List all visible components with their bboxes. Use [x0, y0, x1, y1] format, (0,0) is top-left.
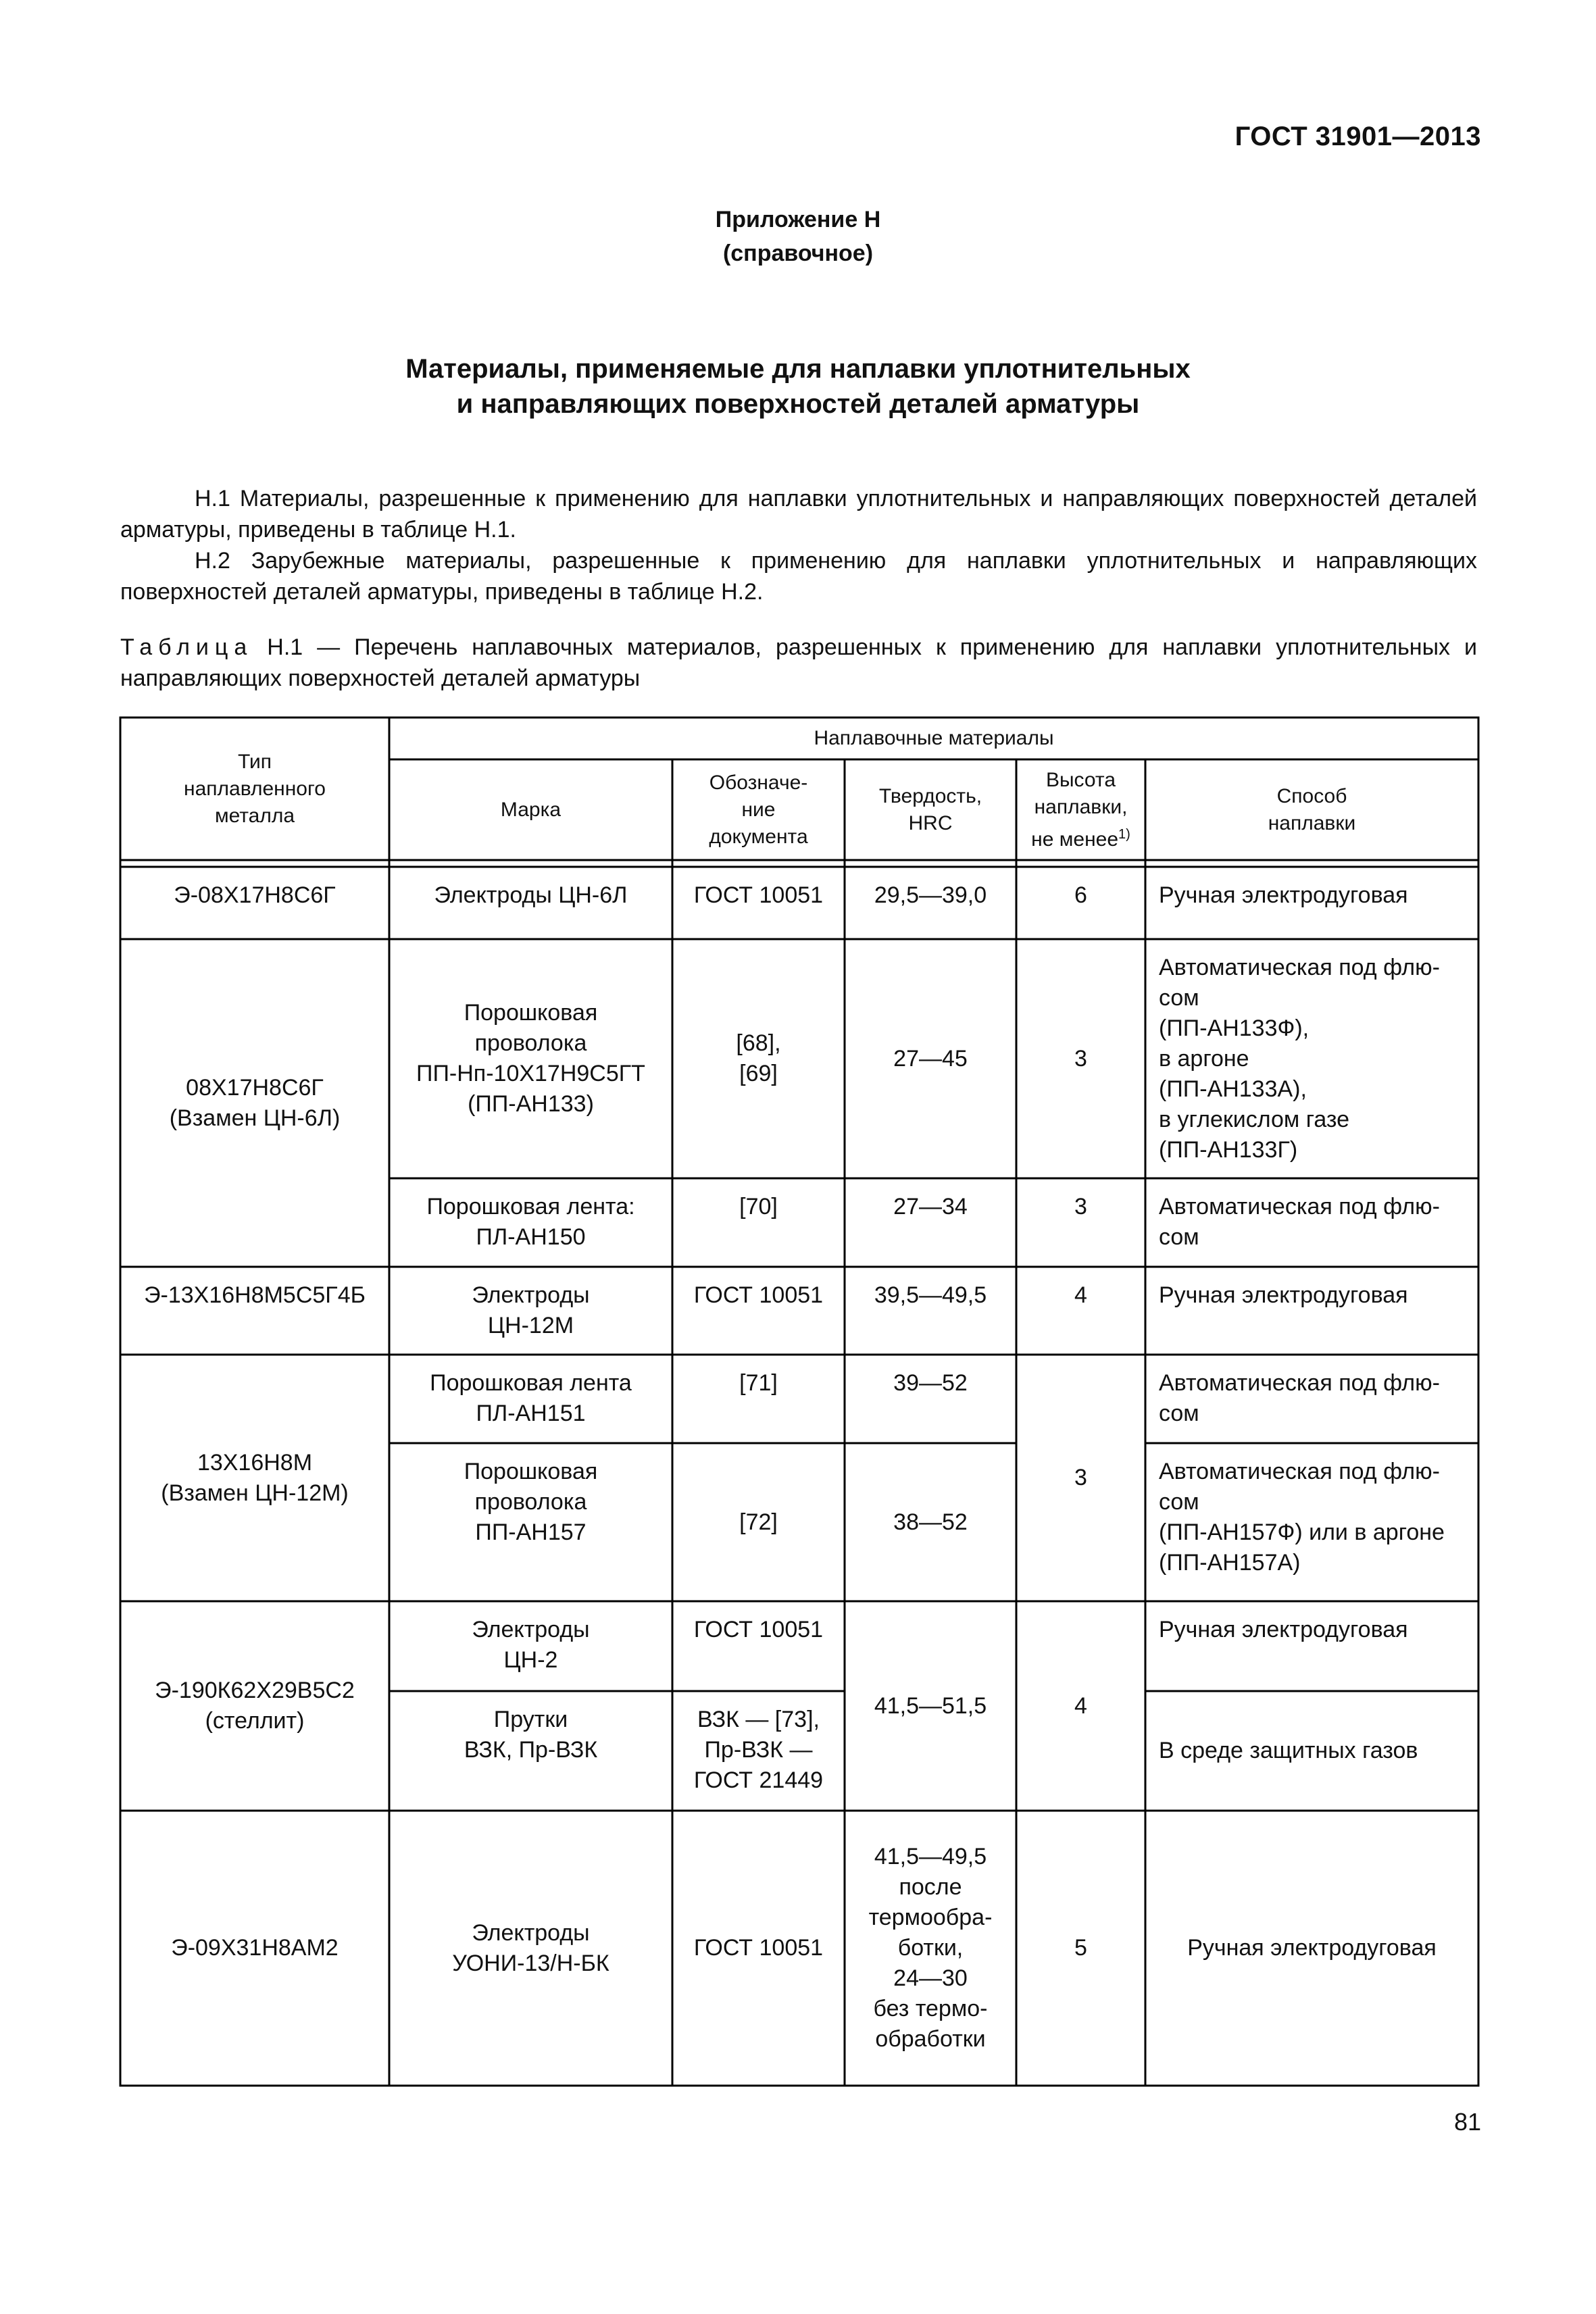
paragraph-h1-text: Н.1 Материалы, разрешенные к применению для наплавки уплотнительных и направляющих поверхностей деталей арматуры, приведены в таблице Н.1.: [120, 486, 1477, 543]
cell-line: [70]: [739, 1194, 778, 1219]
header-doc-l3: документа: [709, 825, 808, 848]
cell-r2-method: [1145, 939, 1478, 1178]
cell-line: (стеллит): [205, 1708, 305, 1734]
cell-r9-height: [1016, 1811, 1145, 2086]
header-height-l3-text: не менее: [1031, 828, 1119, 851]
paragraph-h2-text: Н.2 Зарубежные материалы, разрешенные к применению для наплавки уплотнительных и направляющих поверхностей деталей арматуры, приведены в таблице Н.2.: [120, 548, 1477, 605]
cell-line: 39—52: [893, 1370, 968, 1396]
cell-line: Порошковая: [464, 1459, 598, 1484]
cell-line: (ПП-АН157А): [1159, 1550, 1301, 1576]
cell-line: ГОСТ 10051: [693, 1617, 824, 1642]
cell-line: ГОСТ 10051: [693, 882, 824, 908]
cell-line: Электроды: [472, 1282, 590, 1308]
cell-line: 3: [1074, 1465, 1087, 1490]
cell-line: Прутки: [493, 1707, 568, 1732]
header-method-l2: наплавки: [1268, 811, 1356, 834]
cell-line: обработки: [875, 2026, 986, 2052]
cell-r5-brand: [389, 1355, 672, 1443]
header-height: [1016, 759, 1145, 860]
cell-line: проволока: [474, 1489, 587, 1515]
cell-r9-hard: [845, 1811, 1016, 2086]
page-number: 81: [1453, 2108, 1481, 2136]
cell-line: 27—34: [893, 1194, 968, 1219]
cell-r6-method: [1145, 1443, 1478, 1601]
cell-r3-doc: [672, 1178, 845, 1267]
cell-r3-brand: [389, 1178, 672, 1267]
cell-line: Порошковая лента: [430, 1370, 632, 1396]
cell-line: Пр-ВЗК —: [704, 1737, 813, 1763]
title-line-1: Материалы, применяемые для наплавки уплотнительных: [405, 354, 1191, 384]
cell-line: Ручная электродуговая: [1159, 882, 1408, 908]
cell-r1-type: [120, 867, 389, 939]
cell-r4-type: [120, 1267, 389, 1355]
cell-line: (ПП-АН157Ф) или в аргоне: [1159, 1519, 1445, 1545]
header-hardness-l1: Твердость,: [878, 784, 982, 807]
cell-r9-type: [120, 1811, 389, 2086]
header-method: [1145, 759, 1478, 860]
cell-line: 6: [1074, 882, 1087, 908]
cell-line: Э-13Х16Н8М5С5Г4Б: [144, 1282, 366, 1308]
cell-r5-hard: [845, 1355, 1016, 1443]
cell-line: (Взамен ЦН-12М): [161, 1480, 349, 1506]
cell-r1-height: [1016, 867, 1145, 939]
cell-line: 29,5—39,0: [874, 882, 987, 908]
cell-line: Ручная электродуговая: [1159, 1617, 1408, 1642]
cell-r3-hard: [845, 1178, 1016, 1267]
cell-line: (ПП-АН133Г): [1159, 1137, 1298, 1163]
cell-r2-brand: [389, 939, 672, 1178]
cell-r7-doc: [672, 1601, 845, 1691]
cell-line: Автоматическая под флю-: [1159, 1194, 1440, 1219]
cell-r2-height: [1016, 939, 1145, 1178]
header-doc-l1: Обозначе-: [709, 771, 808, 794]
cell-line: 3: [1074, 1045, 1087, 1072]
cell-g2-type: [120, 939, 389, 1267]
cell-line: Э-08Х17Н8С6Г: [174, 882, 336, 908]
cell-r9-doc: [672, 1811, 845, 2086]
cell-r1-hard: [845, 867, 1016, 939]
cell-line: [68],: [736, 1030, 781, 1056]
header-hardness-l2: HRC: [908, 811, 953, 834]
header-height-l2: наплавки,: [1034, 795, 1128, 818]
cell-r1-brand: [389, 867, 672, 939]
cell-line: проволока: [474, 1030, 587, 1056]
cell-r1-doc: [672, 867, 845, 939]
cell-line: ГОСТ 21449: [693, 1767, 824, 1793]
cell-line: 4: [1074, 1692, 1087, 1719]
cell-line: Электроды: [472, 1617, 590, 1642]
table-caption-label: Таблица: [120, 634, 253, 660]
cell-line: ПЛ-АН150: [476, 1224, 586, 1250]
cell-line: [72]: [739, 1509, 778, 1535]
cell-line: [71]: [739, 1370, 778, 1396]
cell-line: Автоматическая под флю-: [1159, 1370, 1440, 1396]
cell-line: Ручная электродуговая: [1187, 1935, 1437, 1961]
cell-line: 41,5—51,5: [874, 1692, 987, 1719]
cell-line: Порошковая: [464, 1000, 598, 1026]
cell-r6-brand: [389, 1443, 672, 1601]
cell-r5-method: [1145, 1355, 1478, 1443]
cell-line: в углекислом газе: [1159, 1107, 1350, 1132]
appendix-type: (справочное): [722, 241, 874, 266]
cell-r8-doc: [672, 1691, 845, 1811]
cell-line: 5: [1074, 1935, 1087, 1961]
appendix-label: Приложение Н: [715, 207, 881, 232]
header-group: [389, 718, 1478, 759]
cell-r3-height: [1016, 1178, 1145, 1267]
title-line-2: и направляющих поверхностей деталей арматуры: [456, 389, 1140, 419]
cell-g7-height: [1016, 1601, 1145, 1811]
cell-line: ВЗК — [73],: [697, 1707, 820, 1732]
header-height-l1: Высота: [1045, 768, 1116, 791]
cell-r2-hard: [845, 939, 1016, 1178]
cell-r7-brand: [389, 1601, 672, 1691]
cell-line: Электроды: [472, 1919, 590, 1946]
cell-line: Порошковая лента:: [426, 1194, 635, 1219]
cell-r9-brand: [389, 1811, 672, 2086]
header-doc: [672, 759, 845, 860]
header-height-l3: [1031, 821, 1130, 853]
cell-line: (ПП-АН133Ф),: [1159, 1015, 1310, 1041]
cell-line: Автоматическая под флю-: [1159, 1459, 1440, 1484]
cell-line: сом: [1159, 1489, 1199, 1515]
cell-line: ПЛ-АН151: [476, 1401, 586, 1426]
cell-r4-doc: [672, 1267, 845, 1355]
header-brand: [389, 759, 672, 860]
footnote-marker: 1): [1118, 826, 1130, 842]
cell-line: 08Х17Н8С6Г: [186, 1074, 324, 1101]
cell-line: Ручная электродуговая: [1159, 1282, 1408, 1308]
cell-line: ПП-Нп-10Х17Н9С5ГТ: [416, 1061, 645, 1086]
cell-r4-brand: [389, 1267, 672, 1355]
cell-r4-height: [1016, 1267, 1145, 1355]
cell-line: сом: [1159, 1224, 1199, 1250]
cell-g7-type: [120, 1601, 389, 1811]
header-method-l1: Способ: [1276, 784, 1347, 807]
header-type: [120, 718, 389, 860]
header-hardness: [845, 759, 1016, 860]
cell-line: [69]: [739, 1061, 778, 1086]
cell-r3-method: [1145, 1178, 1478, 1267]
cell-line: 39,5—49,5: [874, 1282, 987, 1308]
cell-line: В среде защитных газов: [1159, 1738, 1418, 1763]
cell-r4-hard: [845, 1267, 1016, 1355]
cell-r5-doc: [672, 1355, 845, 1443]
cell-line: (Взамен ЦН-6Л): [169, 1105, 341, 1131]
header-doc-l2: ние: [741, 798, 776, 821]
cell-line: сом: [1159, 985, 1199, 1011]
cell-line: сом: [1159, 1401, 1199, 1426]
header-brand-text: Марка: [500, 798, 562, 821]
cell-g5-height: [1016, 1355, 1145, 1601]
header-type-l2: наплавленного: [184, 777, 326, 800]
cell-g5-type: [120, 1355, 389, 1601]
cell-line: Э-190К62Х29В5С2: [155, 1678, 355, 1703]
cell-line: в аргоне: [1159, 1046, 1249, 1072]
cell-line: ботки,: [897, 1935, 964, 1961]
cell-line: (ПП-АН133): [468, 1091, 594, 1117]
cell-r1-method: [1145, 867, 1478, 939]
cell-line: ЦН-2: [503, 1647, 558, 1673]
cell-line: 24—30: [893, 1965, 968, 1991]
cell-line: (ПП-АН133А),: [1159, 1076, 1307, 1102]
header-type-l3: металла: [214, 804, 295, 827]
cell-line: 38—52: [893, 1509, 968, 1535]
cell-line: Электроды ЦН-6Л: [434, 882, 628, 908]
header-group-text: Наплавочные материалы: [814, 727, 1054, 749]
cell-line: 41,5—49,5: [874, 1844, 987, 1869]
cell-r6-doc: [672, 1443, 845, 1601]
cell-line: ГОСТ 10051: [693, 1282, 824, 1308]
cell-r8-brand: [389, 1691, 672, 1811]
cell-line: 13Х16Н8М: [197, 1449, 313, 1476]
header-type-l1: Тип: [237, 750, 272, 773]
cell-line: ПП-АН157: [475, 1519, 587, 1545]
table-caption-text: Н.1 — Перечень наплавочных материалов, разрешенных к применению для наплавки уплотнительных и направляющих поверхностей деталей арматуры: [120, 634, 1477, 691]
cell-line: Э-09Х31Н8АМ2: [171, 1935, 339, 1961]
cell-r8-method: [1145, 1691, 1478, 1811]
cell-r9-method: [1145, 1811, 1478, 2086]
document-code: ГОСТ 31901—2013: [1235, 122, 1481, 151]
cell-r4-method: [1145, 1267, 1478, 1355]
cell-r6-hard: [845, 1443, 1016, 1601]
cell-r7-method: [1145, 1601, 1478, 1691]
cell-line: УОНИ-13/Н-БК: [452, 1950, 609, 1976]
cell-line: ЦН-12М: [487, 1313, 574, 1338]
cell-line: 3: [1074, 1194, 1087, 1219]
cell-line: 4: [1074, 1282, 1087, 1308]
cell-line: после: [899, 1874, 962, 1900]
cell-line: ГОСТ 10051: [693, 1935, 824, 1961]
cell-r2-doc: [672, 939, 845, 1178]
cell-line: без термо-: [873, 1996, 988, 2021]
cell-line: ВЗК, Пр-ВЗК: [464, 1737, 598, 1763]
cell-line: Автоматическая под флю-: [1159, 955, 1440, 980]
cell-g7-hard: [845, 1601, 1016, 1811]
cell-line: термообра-: [868, 1905, 993, 1930]
cell-line: 27—45: [893, 1045, 968, 1072]
